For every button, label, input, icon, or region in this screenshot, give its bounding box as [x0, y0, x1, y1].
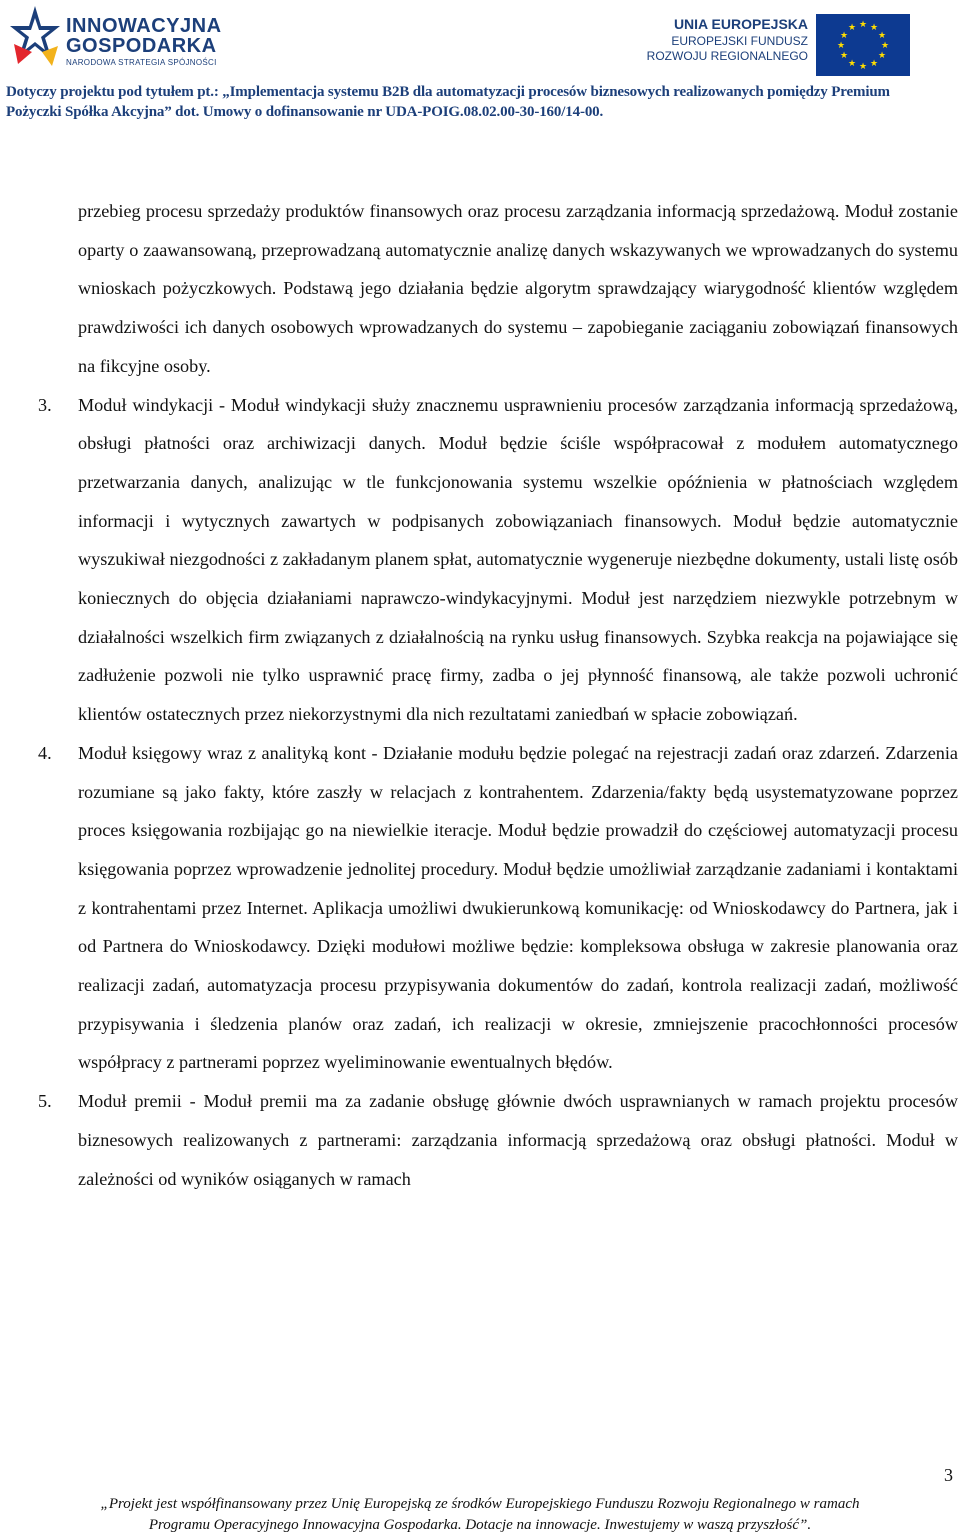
list-item-5	[38, 1082, 958, 1198]
svg-text:★: ★	[877, 31, 887, 41]
eu-logo-line3: ROZWOJU REGIONALNEGO	[646, 49, 808, 63]
list-item-text: Moduł windykacji - Moduł windykacji służy znacznemu usprawnieniu procesów zarządzania informacją sprzedażową, obsługi płatności oraz archiwizacji danych. Moduł będzie ściśle współpracował z modułem automatycznego przetwarzania danych, analizując w tle funkcjonowania systemu wszelkie opóźnienia w płatnościach względem informacji i wytycznych zawartych w podpisanych zobowiązaniach finansowych. Moduł będzie automatycznie wyszukiwał niezgodności z zakładanym planem spłat, automatycznie wygeneruje niezbędne dokumenty, ustali listę osób koniecznych do objęcia działaniami naprawczo-windykacyjnymi. Moduł jest narzędziem niezwykle potrzebnym w działalności wszelkich firm związanych z działalnością na rynku usług finansowych. Szybka reakcja na pojawiające się zadłużenie pozwoli nie tylko usprawnić pracę firmy, zadba o jej płynność finansową, ale także pozwoli uchronić klientów ostatecznych przez niekorzystnymi dla nich rezultatami zaniedbań w spłacie zobowiązań.	[78, 394, 958, 725]
svg-text:★: ★	[869, 59, 879, 69]
project-title-line1: Dotyczy projektu pod tytułem pt.: „Implementacja systemu B2B dla automatyzacji procesów biznesowych realizowanych pomiędzy Premium	[6, 84, 890, 100]
svg-text:★: ★	[839, 31, 849, 41]
svg-text:★: ★	[847, 59, 857, 69]
list-item-4	[38, 734, 958, 1082]
svg-text:★: ★	[858, 62, 868, 72]
logo-text-line3: NARODOWA STRATEGIA SPÓJNOŚCI	[66, 58, 217, 67]
eu-logo-line2: EUROPEJSKI FUNDUSZ	[671, 34, 808, 48]
svg-text:★: ★	[836, 41, 846, 51]
svg-text:★: ★	[877, 51, 887, 61]
list-item-text: Moduł premii - Moduł premii ma za zadanie obsługę głównie dwóch usprawnianych w ramach projektu procesów biznesowych realizowanych z partnerami: zarządzania informacją sprzedażową oraz obsługi płatności. Moduł w zależności od wyników osiąganych w ramach	[78, 1091, 958, 1189]
intro-paragraph: przebieg procesu sprzedaży produktów finansowych oraz procesu zarządzania informacją sprzedażową. Moduł zostanie oparty o zaawansowaną, przeprowadzaną automatycznie analizę danych wskazywanych we wprowadzanych do systemu wnioskach pożyczkowych. Podstawą jego działania będzie algorytm sprawdzający wiarygodność klientów względem prawdziwości ich danych osobowych wprowadzanych do systemu – zapobieganie zaciąganiu zobowiązań finansowych na fikcyjne osoby.	[78, 201, 958, 376]
eu-logo	[598, 14, 950, 74]
svg-text:★: ★	[869, 23, 879, 33]
svg-text:★: ★	[839, 51, 849, 61]
logo-text-line2: GOSPODARKA	[66, 35, 217, 57]
list-item-number: 5.	[38, 1091, 52, 1112]
page-number: 3	[944, 1465, 953, 1485]
eu-logo-line1: UNIA EUROPEJSKA	[673, 16, 808, 32]
document-body	[38, 192, 958, 1198]
footer-line2: Programu Operacyjnego Innowacyjna Gospodarka. Dotacje na innowacje. Inwestujemy w waszą przyszłość”.	[148, 1517, 812, 1533]
list-item-number: 3.	[38, 394, 52, 415]
page-header	[0, 0, 960, 130]
list-item-text: Moduł księgowy wraz z analityką kont - Działanie modułu będzie polegać na rejestracji zadań oraz zdarzeń. Zdarzenia rozumiane są jako fakty, które zaszły w relacjach z kontrahentem. Zdarzenia/fakty będą usystematyzowane poprzez proces księgowania rozbijając go na niewielkie iteracje. Moduł będzie prowadził do częściowej automatyzacji procesu księgowania poprzez wprowadzenie jednolitej procedury. Moduł będzie umożliwiał zarządzanie zadaniami i kontaktami z kontrahentami przez Internet. Aplikacja umożliwi dwukierunkową komunikację: od Wnioskodawcy do Partnera, jak i od Partnera do Wnioskodawcy. Dzięki modułowi możliwe będzie: kompleksowa obsługa w zakresie planowania oraz realizacji zadań, automatyzacja procesu przypisywania dokumentów do zadań, kontrola realizacji zadań, możliwość przypisywania i śledzenia planów oraz zadań, ich realizacji w okresie, zmniejszenie pracochłonności procesów współpracy z partnerami poprzez wyeliminowanie ewentualnych błędów.	[78, 742, 958, 1073]
list-item-3	[38, 386, 958, 734]
project-title-line2: Pożyczki Spółka Akcyjna” dot. Umowy o dofinansowanie nr UDA-POIG.08.02.00-30-160/14-00.	[6, 104, 604, 120]
logo-text-line1: INNOWACYJNA	[66, 15, 222, 37]
innowacyjna-gospodarka-logo	[8, 4, 248, 76]
star-logo-icon	[8, 4, 62, 70]
svg-text:★: ★	[880, 41, 890, 51]
svg-text:★: ★	[858, 20, 868, 30]
svg-text:★: ★	[847, 23, 857, 33]
footer-line1: „Projekt jest współfinansowany przez Unię Europejską ze środków Europejskiego Funduszu Rozwoju Regionalnego w ramach	[100, 1496, 860, 1512]
list-item-number: 4.	[38, 742, 52, 763]
eu-flag-icon	[816, 14, 910, 76]
